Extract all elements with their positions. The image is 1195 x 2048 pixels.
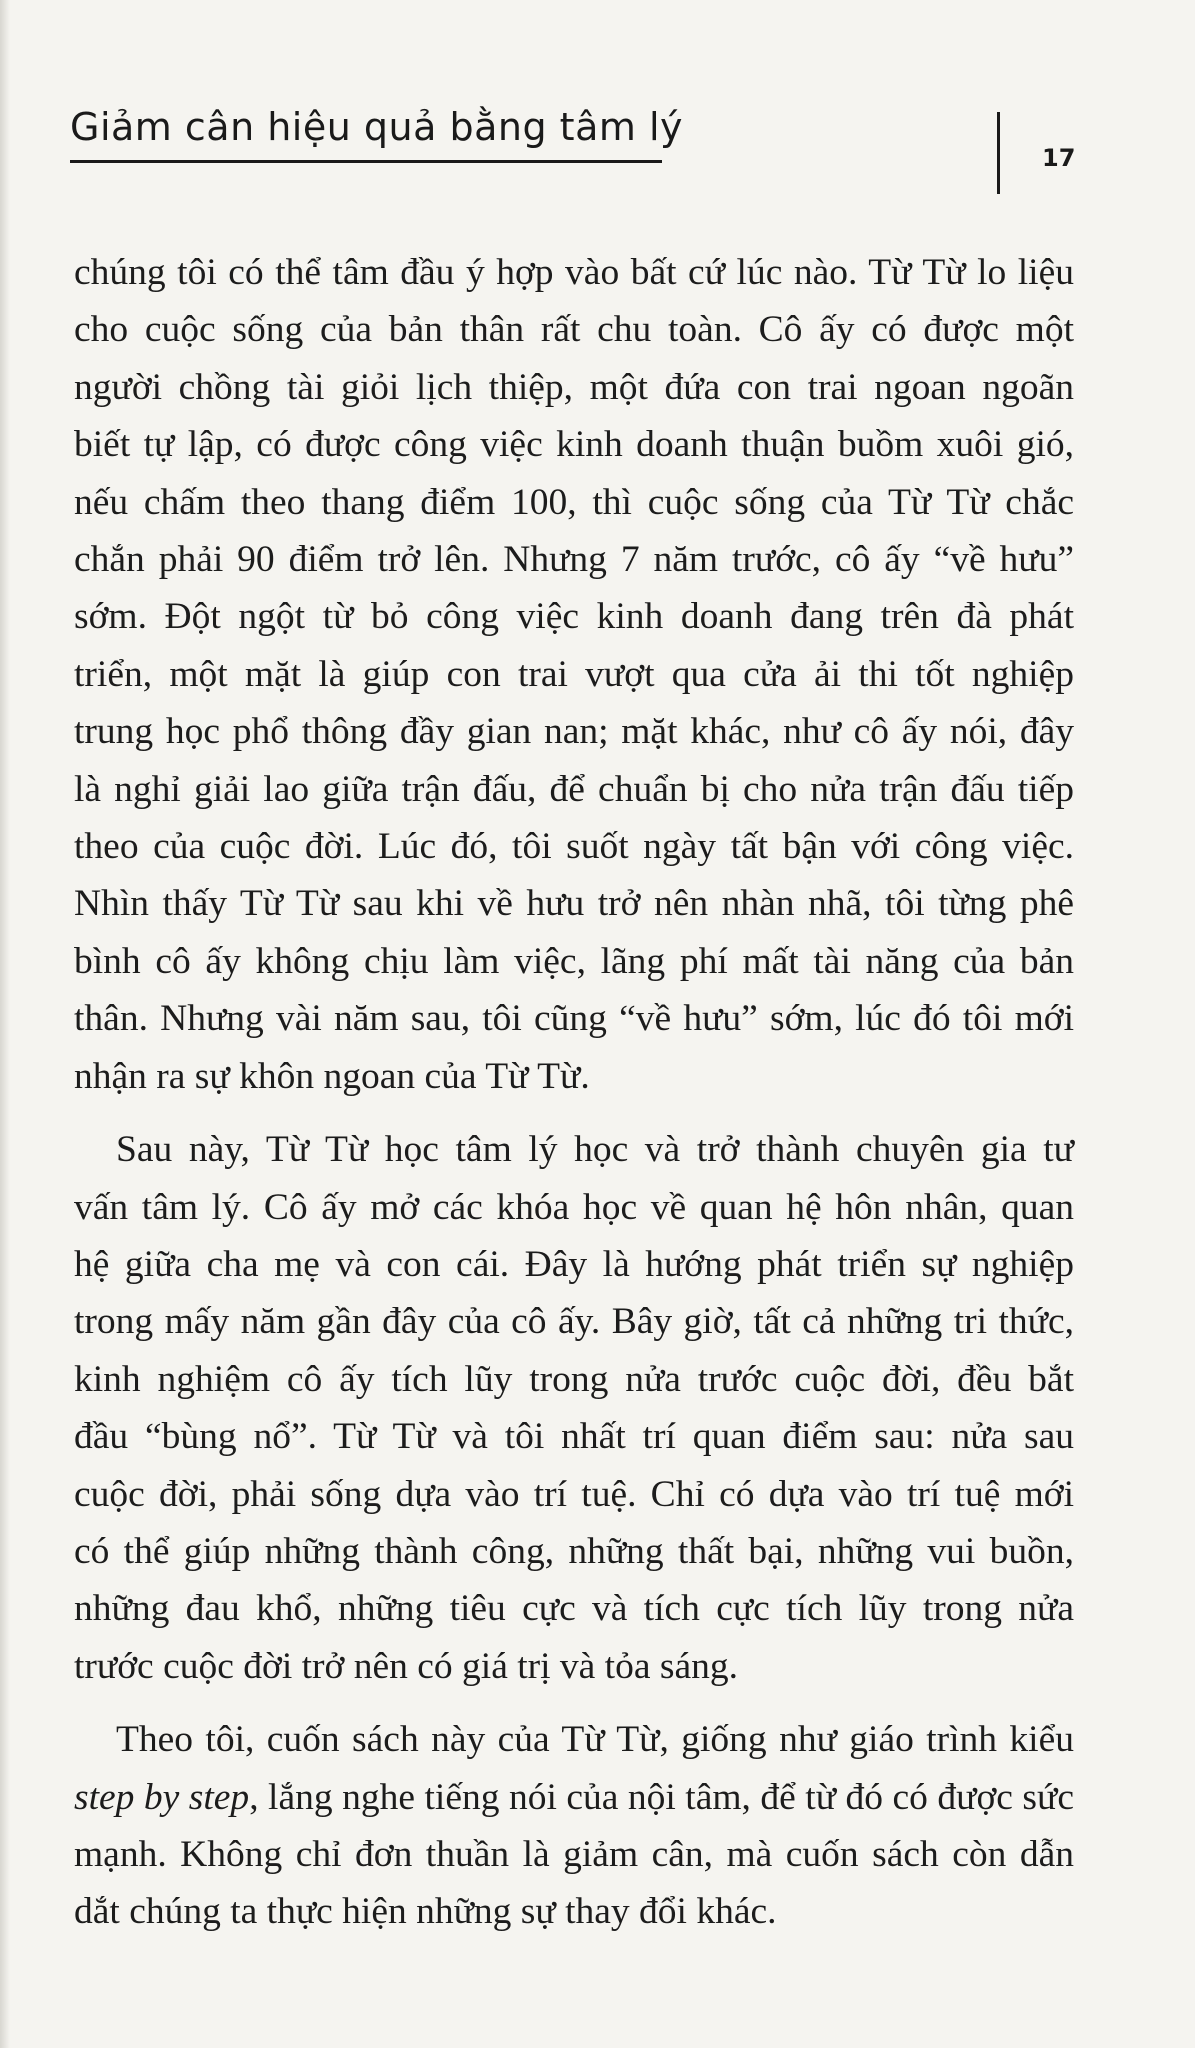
text-line: bình cô ấy không chịu làm việc, lãng phí mất tài năng của bản <box>74 940 1074 982</box>
text-line: sớm. Đột ngột từ bỏ công việc kinh doanh đang trên đà phát <box>74 596 1074 638</box>
text-line: nếu chấm theo thang điểm 100, thì cuộc sống của Từ Từ chắc <box>74 481 1074 523</box>
text-line: người chồng tài giỏi lịch thiệp, một đứa con trai ngoan ngoãn <box>74 366 1074 408</box>
text-line: dắt chúng ta thực hiện những sự thay đổi khác. <box>74 1891 777 1933</box>
text-line: vấn tâm lý. Cô ấy mở các khóa học về quan hệ hôn nhân, quan <box>74 1186 1074 1228</box>
italic-phrase: step by step <box>74 1776 250 1818</box>
text-line: trung học phổ thông đầy gian nan; mặt khác, như cô ấy nói, đây <box>74 711 1074 753</box>
text-line: kinh nghiệm cô ấy tích lũy trong nửa trước cuộc đời, đều bắt <box>74 1358 1074 1400</box>
text-line: Theo tôi, cuốn sách này của Từ Từ, giống như giáo trình kiểu <box>116 1719 1074 1761</box>
paragraph-2 <box>74 1121 1074 1695</box>
text-line: đầu “bùng nổ”. Từ Từ và tôi nhất trí quan điểm sau: nửa sau <box>74 1416 1074 1458</box>
text-line: mạnh. Không chỉ đơn thuần là giảm cân, mà cuốn sách còn dẫn <box>74 1833 1074 1875</box>
running-title-underline <box>70 160 662 163</box>
body-text <box>74 244 1074 1941</box>
paragraph-1 <box>74 244 1074 1105</box>
text-line: hệ giữa cha mẹ và con cái. Đây là hướng phát triển sự nghiệp <box>74 1243 1074 1285</box>
text-line: chắn phải 90 điểm trở lên. Nhưng 7 năm trước, cô ấy “về hưu” <box>74 539 1074 581</box>
text-line: Sau này, Từ Từ học tâm lý học và trở thành chuyên gia tư <box>116 1129 1074 1171</box>
text-line: là nghỉ giải lao giữa trận đấu, để chuẩn bị cho nửa trận đấu tiếp <box>74 768 1074 810</box>
text-line: trong mấy năm gần đây của cô ấy. Bây giờ, tất cả những tri thức, <box>74 1301 1074 1343</box>
text-line: cuộc đời, phải sống dựa vào trí tuệ. Chỉ có dựa vào trí tuệ mới <box>74 1473 1074 1515</box>
header-divider-rule <box>997 112 1000 194</box>
text-line: những đau khổ, những tiêu cực và tích cực tích lũy trong nửa <box>74 1588 1074 1630</box>
page-number: 17 <box>1042 144 1076 172</box>
text-line: theo của cuộc đời. Lúc đó, tôi suốt ngày tất bận với công việc. <box>74 826 1074 868</box>
paragraph-3 <box>74 1711 1074 1941</box>
text-line: Nhìn thấy Từ Từ sau khi về hưu trở nên nhàn nhã, tôi từng phê <box>74 883 1074 925</box>
text-line: nhận ra sự khôn ngoan của Từ Từ. <box>74 1055 590 1097</box>
text-line-with-italic <box>74 1769 1074 1826</box>
text-line: trước cuộc đời trở nên có giá trị và tỏa sáng. <box>74 1645 738 1687</box>
text-line: chúng tôi có thể tâm đầu ý hợp vào bất cứ lúc nào. Từ Từ lo liệu <box>74 252 1074 293</box>
text-line: biết tự lập, có được công việc kinh doanh thuận buồm xuôi gió, <box>74 424 1074 466</box>
text-line: cho cuộc sống của bản thân rất chu toàn. Cô ấy có được một <box>74 309 1074 351</box>
page-gutter-shadow <box>0 0 10 2048</box>
text-line: thân. Nhưng vài năm sau, tôi cũng “về hưu” sớm, lúc đó tôi mới <box>74 998 1074 1040</box>
text-line: có thể giúp những thành công, những thất bại, những vui buồn, <box>74 1530 1074 1572</box>
text-line: triển, một mặt là giúp con trai vượt qua cửa ải thi tốt nghiệp <box>74 653 1074 695</box>
running-title: Giảm cân hiệu quả bằng tâm lý <box>70 105 683 149</box>
text-line-rest: , lắng nghe tiếng nói của nội tâm, để từ đó có được sức <box>249 1776 1074 1818</box>
